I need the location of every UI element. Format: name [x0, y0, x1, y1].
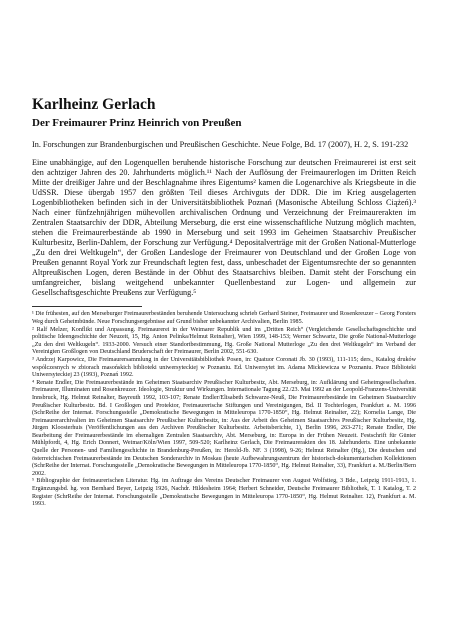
body-paragraph: Eine unabhängige, auf den Logenquellen beruhende historische Forschung zur deutschen Freimaurerei ist erst seit den achtziger Jahren des 20. Jahrhunderts möglich.¹¹ Nach der Auflösung der Freimaurerlogen im Dritten Reich Mitte der dreißiger Jahre und der Beschlagnahme ihres Eigentums² kamen die Logenarchive als Kriegsbeute in die UdSSR. Diese übergab 1957 den größten Teil dieses Archivguts der DDR. Die im Krieg ausgelagerten Logenbibliotheken befinden sich in der Universitätsbibliothek Poznań (Masonische Abteilung Schloss Ciążeń).³ Nach einer fünfzehnjährigen mühevollen archivalischen Ordnung und Verzeichnung der Freimaurerakten im Zentralen Staatsarchiv der DDR, Abteilung Merseburg, die erst eine wissenschaftliche Nutzung möglich machten, stehen die Freimaurerbestände ab 1990 in Merseburg und seit 1993 im Geheimen Staatsarchiv Preußischer Kulturbesitz, Berlin-Dahlem, der Forschung zur Verfügung.⁴ Depositalverträge mit der Großen National-Mutterloge „Zu den drei Weltkugeln“, der Großen Landesloge der Freimaurer von Deutschland und der Großen Loge von Preußen genannt Royal York zur Freundschaft legten fest, dass, unbeschadet der Eigentumsrechte der so genannten Altpreußischen Logen, deren Bestände in der Obhut des Staatsarchivs bleiben. Damit steht der Forschung ein umfangreicher, bislang weitgehend unbekannter Quellenbestand zur Logen- und allgemein zur Gesellschaftsgeschichte Preußens zur Verfügung.⁵ — [32, 158, 416, 298]
citation: In. Forschungen zur Brandenburgischen und Preußischen Geschichte. Neue Folge, Bd. 17 (2007), H. 2, S. 191-232 — [32, 140, 409, 149]
author-name: Karlheinz Gerlach — [32, 96, 156, 113]
footnote: ⁴ Renate Endler, Die Freimaurerbestände im Geheimen Staatsarchiv Preußischer Kulturbesitz, Abt. Merseburg, in: Aufklärung und Geheimgesellschaften. Freimaurer, Illuminaten und Rosenkreuzer. Ideologie, Struktur und Wirkungen. Internationale Tagung 22./23. Mai 1992 an der Leopold-Franzens-Universität Innsbruck, Hg. Helmut Reinalter, Bayreuth 1992, 103-107; Renate Endler/Elisabeth Schwarze-Neuß, Die Freimaurerbestände im Geheimen Staatsarchiv Preußischer Kulturbesitz. Bd. I Großlogen und Protektor, Freimaurerische Stiftungen und Vereinigungen, Bd. II Tochterlogen, Frankfurt a. M. 1996 (SchrReihe der Internat. Forschungsstelle „Demokratische Bewegungen in Mitteleuropa 1770-1850“, Hg. Helmut Reinalter, 22); Kornelia Lange, Die Freimaurerarchivalien im Geheimen Staatsarchiv Preußischer Kulturbesitz, in: Aus der Arbeit des Geheimen Staatsarchivs Preußischer Kulturbesitz, Hg. Jürgen Kloosterhuis (Veröffentlichungen aus den Archiven Preußischer Kulturbesitz. Arbeitsberichte, 1), Berlin 1996, 263-271; Renate Endler, Die Bearbeitung der Freimaurerbestände im ehemaligen Zentralen Staatsarchiv, Abt. Merseburg, in: Europa in der Frühen Neuzeit. Festschrift für Günter Mühlpfordt, 4, Hg. Erich Donnert, Weimar/Köln/Wien 1997, 509-520; Karlheinz Gerlach, Die Freimaurerakten des 18. Jahrhunderts. Eine unbekannte Quelle der Personen- und Familiengeschichte in Brandenburg-Preußen, in: Herold-Jb. NF. 3 (1998), 9-26; Helmut Reinalter (Hg.), Die deutschen und österreichischen Freimaurerbestände im Deutschen Sonderarchiv in Moskau (heute Aufbewahrungszentrum der historisch-dokumentarischen Kollektionen (SchrReihe der Internat. Forschungsstelle „Demokratische Bewegungen in Mitteleuropa 1770-1850“, Hg. Helmut Reinalter, 33), Frankfurt a. M./Berlin/Bern 2002. — [32, 379, 416, 477]
footnote: ³ Andrzej Karpowicz, Die Freimaurersammlung in der Universitätsbibliothek Posen, in: Quatuor Coronati Jb. 30 (1993), 111-115; ders., Katalog druków wspólczesnych w zbiorach masońskich biblioteki uniwersyteckiej w Poznaniu. Ed. Uniwersytet im. Adama Mickiewicza w Poznaniu. Prace Biblioteki Uniwersyteckiej 23 (1993), Poznań 1992. — [32, 356, 416, 379]
footnote: ² Ralf Melzer, Konflikt und Anpassung. Freimaurerei in der Weimarer Republik und im „Dritten Reich“ (Vergleichende Gesellschaftsgeschichte und politische Ideengeschichte der Neuzeit, 15, Hg. Anton Pelinka/Helmut Reinalter), Wien 1999, 148-153; Werner Schwartz, Die große National-Mutterloge „Zu den drei Weltkugeln“. 1933-2000. Versuch einer Standortbestimmung, Hg. Große National Mutterloge „Zu den drei Weltkugeln“ im Verband der Vereinigten Großlogen von Deutschland Bruderschaft der Freimaurer, Berlin 2002, 551-630. — [32, 326, 416, 356]
article-title: Der Freimaurer Prinz Heinrich von Preußen — [32, 117, 242, 129]
article-content — [32, 96, 416, 509]
footnote: ⁵ Bibliographie der freimaurerischen Literatur. Hg. im Auftrage des Vereins Deutscher Freimaurer von August Wolfstieg, 3 Bde., Leipzig 1911-1913, 1. Ergänzungsbd. hg. von Bernhard Beyer, Leipzig 1926, Nachdr. Hildesheim 1964; Herbert Schneider, Deutsche Freimaurer Bibliothek, T. 1 Katalog, T. 2 Register (SchrReihe der Internat. Forschungsstelle „Demokratische Bewegungen in Mitteleuropa 1770-1850“, Hg. Helmut Reinalter. 12), Frankfurt a. M. 1993. — [32, 478, 416, 508]
footnote-separator — [32, 306, 142, 307]
footnote: ¹ Die frühesten, auf den Merseburger Freimaurerbeständen beruhende Untersuchung schrieb Gerhard Steiner, Freimaurer und Rosenkreuzer – Georg Forsters Weg durch Geheimbünde. Neue Forschungsergebnisse auf Grund bisher unbekannter Archivalien, Berlin 1985. — [32, 311, 416, 325]
